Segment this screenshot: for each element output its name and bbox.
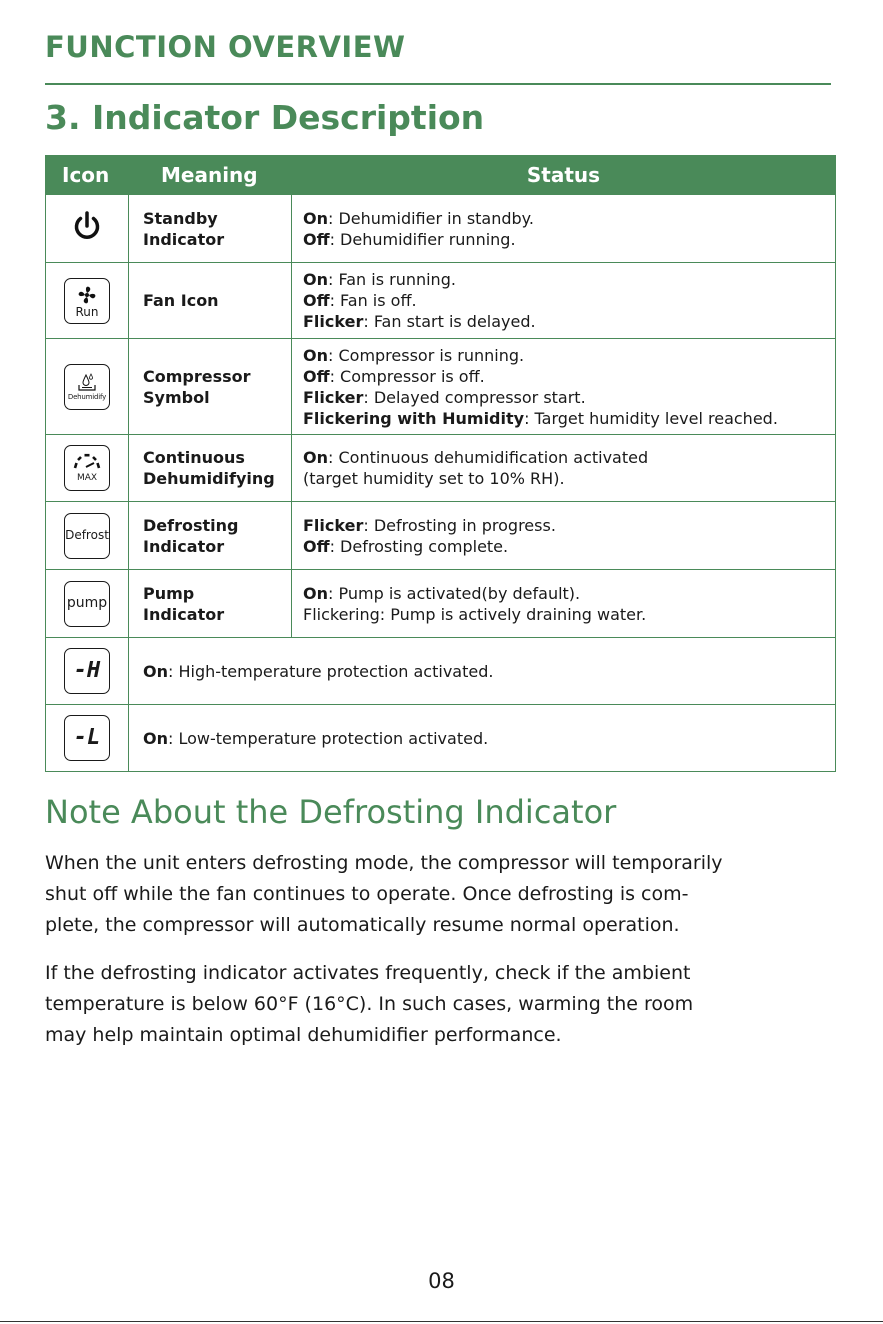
status-key: Off (303, 536, 330, 556)
status-key: Off (303, 366, 330, 386)
section-divider (45, 83, 831, 85)
status-cell (292, 263, 836, 339)
status-text: : Low-temperature protection activated. (168, 728, 489, 748)
status-key: Flicker (303, 312, 364, 331)
gauge-icon (64, 445, 110, 491)
header-icon: Icon (46, 156, 129, 195)
meaning-cell (129, 339, 292, 435)
table-row (46, 638, 836, 705)
status-text: : Fan is off. (329, 291, 417, 310)
meaning-line: Indicator (143, 536, 225, 556)
page-number: 08 (428, 1269, 455, 1293)
meaning-cell (129, 502, 292, 570)
meaning-cell (129, 435, 292, 502)
icon-caption: -H (73, 658, 101, 683)
status-text: : High-temperature protection activated. (168, 661, 494, 681)
page-bottom-border (0, 1321, 883, 1322)
meaning-line: Indicator (143, 604, 225, 624)
meaning-line: Dehumidifying (143, 469, 275, 488)
note-line: shut off while the fan continues to operate. Once defrosting is com- (45, 883, 689, 905)
status-key: On (143, 728, 168, 748)
icon-cell (46, 195, 129, 263)
high-temp-icon (64, 648, 110, 694)
note-line: plete, the compressor will automatically resume normal operation. (45, 914, 680, 936)
table-row (46, 263, 836, 339)
table-row (46, 502, 836, 570)
fan-icon (64, 278, 110, 324)
status-cell (292, 502, 836, 570)
status-cell (292, 339, 836, 435)
status-text: Flickering: Pump is actively draining water. (303, 604, 647, 624)
pump-icon (64, 581, 110, 627)
status-key: On (303, 208, 328, 228)
status-text: : Fan is running. (328, 270, 456, 289)
icon-caption: Run (75, 304, 99, 319)
status-key: On (303, 270, 328, 289)
status-text: : Pump is activated(by default). (328, 583, 581, 603)
status-key: Off (303, 291, 330, 310)
table-row (46, 195, 836, 263)
meaning-cell (129, 263, 292, 339)
gauge-dial-icon (72, 452, 102, 472)
status-text: : Compressor is off. (329, 366, 485, 386)
status-text: : Dehumidifier in standby. (328, 208, 534, 228)
icon-caption: pump (66, 595, 108, 611)
dehumidify-icon (64, 364, 110, 410)
note-paragraph-2 (45, 958, 835, 1051)
status-key: Flicker (303, 387, 364, 407)
status-text: (target humidity set to 10% RH). (303, 469, 565, 488)
section-title: FUNCTION OVERVIEW (45, 30, 406, 64)
meaning-line: Standby (143, 208, 218, 228)
meaning-cell (129, 570, 292, 638)
status-text: : Defrosting in progress. (363, 515, 556, 535)
meaning-line: Symbol (143, 387, 210, 407)
table-row (46, 435, 836, 502)
icon-caption: Defrost (65, 528, 109, 542)
power-icon (70, 209, 104, 243)
note-line: If the defrosting indicator activates frequently, check if the ambient (45, 962, 691, 984)
status-key: On (303, 345, 328, 365)
meaning-line: Fan Icon (143, 291, 219, 310)
icon-cell (46, 705, 129, 772)
icon-cell (46, 263, 129, 339)
droplet-icon (75, 373, 99, 393)
defrost-icon (64, 513, 110, 559)
meaning-line: Pump (143, 583, 195, 603)
status-cell (292, 435, 836, 502)
meaning-line: Indicator (143, 229, 225, 249)
status-text: : Target humidity level reached. (524, 408, 778, 428)
status-key: Flicker (303, 515, 364, 535)
status-cell (292, 195, 836, 263)
meaning-cell (129, 195, 292, 263)
icon-caption: MAX (76, 473, 98, 483)
icon-cell (46, 435, 129, 502)
header-meaning: Meaning (129, 156, 292, 195)
indicator-table (45, 155, 836, 772)
note-line: temperature is below 60°F (16°C). In such cases, warming the room (45, 993, 694, 1015)
status-cell (129, 638, 836, 705)
status-text: : Fan start is delayed. (363, 312, 536, 331)
note-line: When the unit enters defrosting mode, the compressor will temporarily (45, 852, 723, 874)
icon-cell (46, 502, 129, 570)
header-status: Status (292, 156, 836, 195)
fan-blades-icon (76, 284, 98, 306)
status-cell (129, 705, 836, 772)
status-key: Off (303, 229, 330, 249)
page-title: 3. Indicator Description (45, 98, 485, 137)
status-text: : Compressor is running. (328, 345, 525, 365)
status-text: : Delayed compressor start. (363, 387, 586, 407)
status-key: Flickering with Humidity (303, 408, 525, 428)
status-key: On (303, 583, 328, 603)
status-text: : Defrosting complete. (329, 536, 509, 556)
status-cell (292, 570, 836, 638)
status-text: : Dehumidifier running. (329, 229, 516, 249)
meaning-line: Defrosting (143, 515, 239, 535)
icon-caption: Dehumidify (67, 392, 107, 401)
note-paragraph-1 (45, 848, 835, 941)
table-header-row (46, 156, 836, 195)
note-title: Note About the Defrosting Indicator (45, 793, 617, 831)
table-row (46, 705, 836, 772)
icon-cell (46, 638, 129, 705)
icon-caption: -L (73, 725, 101, 750)
meaning-line: Continuous (143, 448, 245, 467)
low-temp-icon (64, 715, 110, 761)
status-key: On (303, 448, 328, 467)
icon-cell (46, 339, 129, 435)
table-row (46, 570, 836, 638)
note-line: may help maintain optimal dehumidifier performance. (45, 1024, 562, 1046)
table-row (46, 339, 836, 435)
icon-cell (46, 570, 129, 638)
meaning-line: Compressor (143, 366, 251, 386)
status-text: : Continuous dehumidification activated (328, 448, 649, 467)
status-key: On (143, 661, 168, 681)
